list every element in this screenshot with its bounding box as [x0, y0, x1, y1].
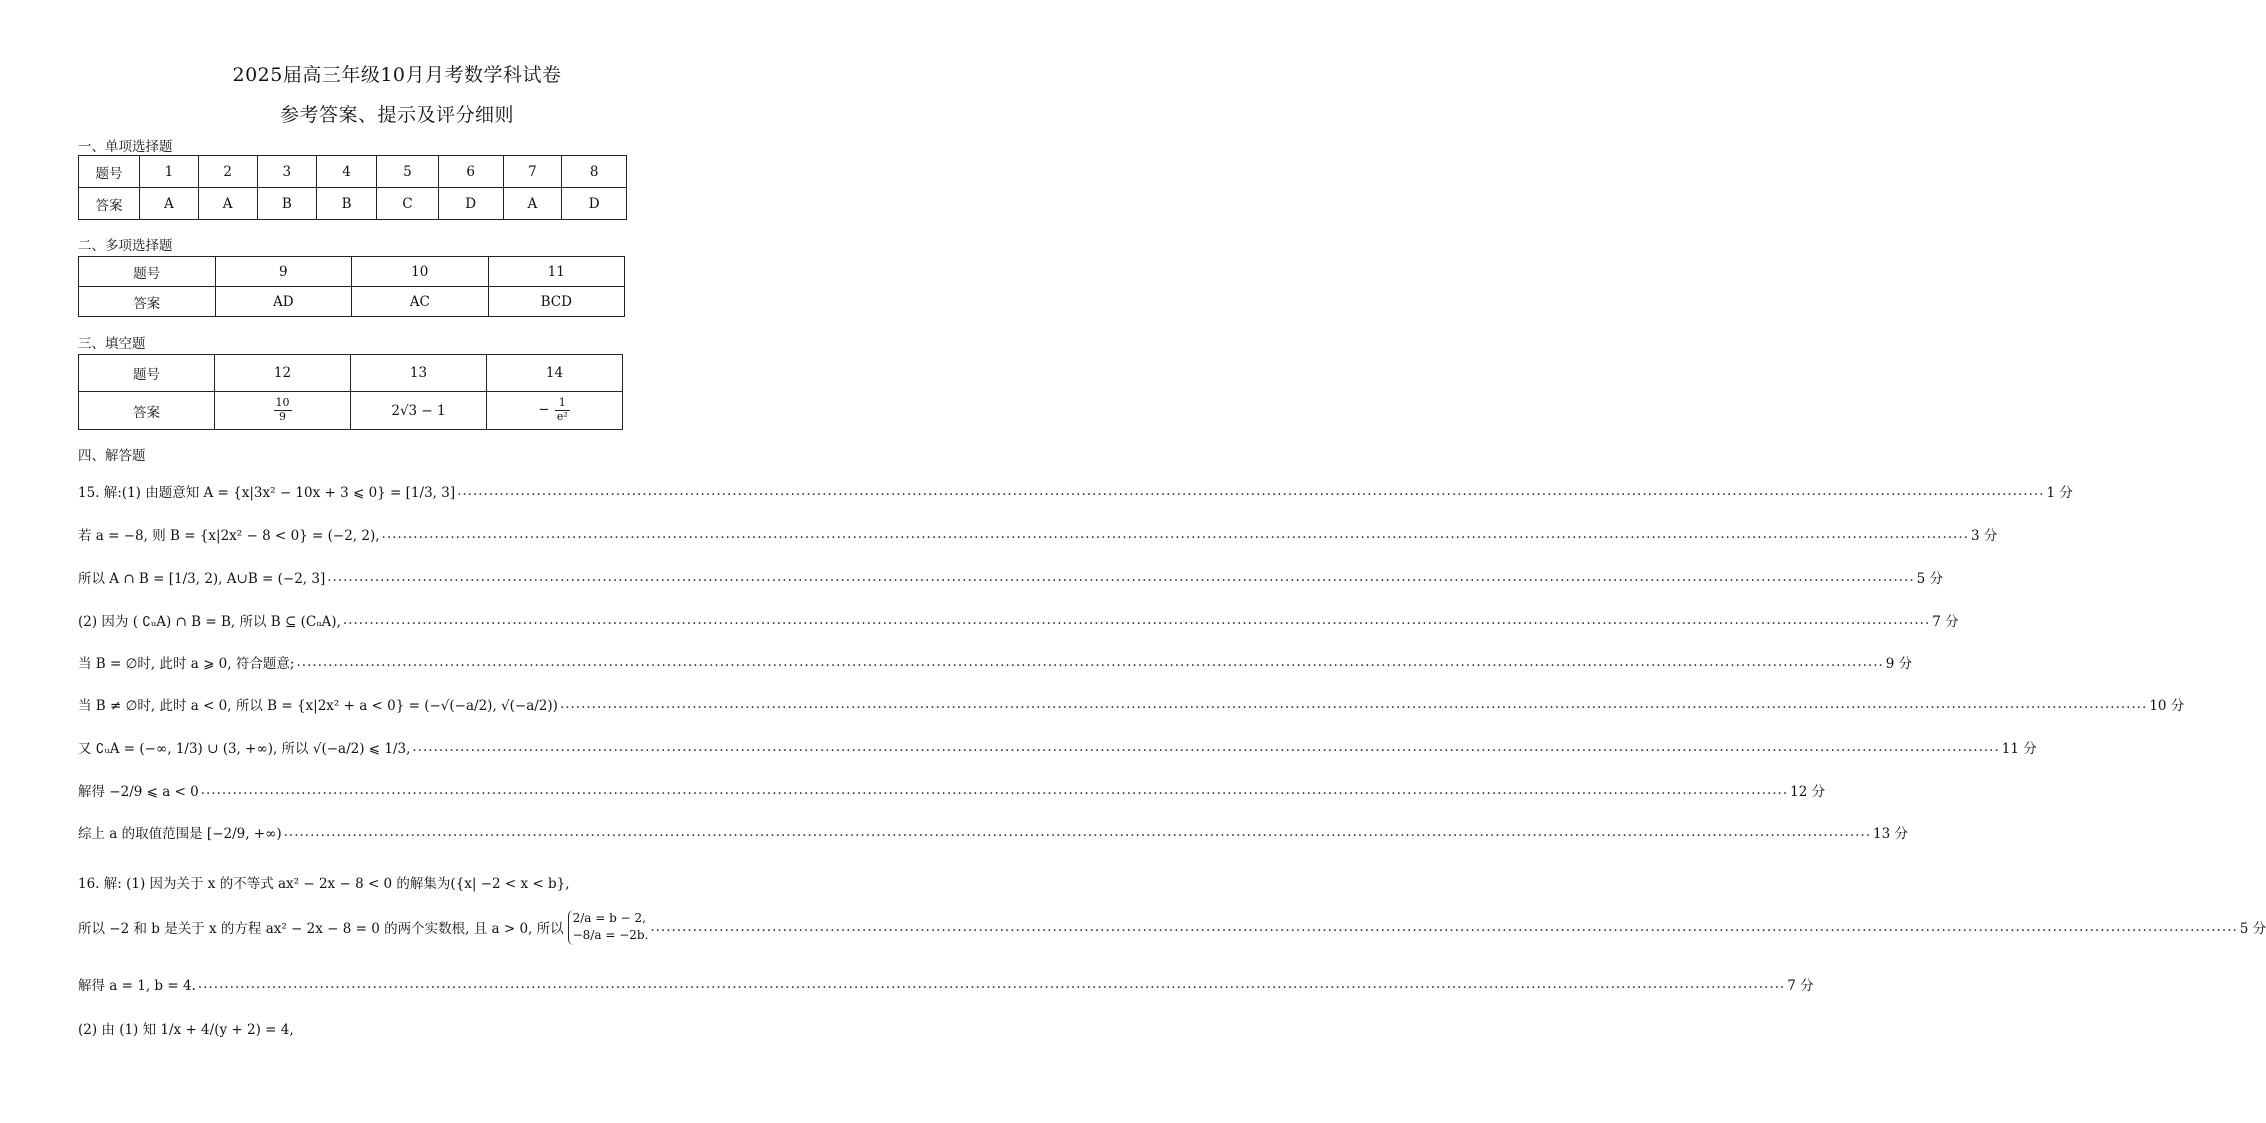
score: 11 分: [2001, 741, 2037, 757]
dot-leader: ............................................................................................................................................................................................................................................................................................................: [200, 782, 1789, 798]
score: 9 分: [1885, 656, 1913, 672]
table-cell: 7: [503, 156, 562, 188]
table-cell: 2√3 − 1: [351, 392, 487, 430]
table-cell: A: [198, 188, 257, 220]
row-label: 答案: [79, 188, 140, 220]
table-cell: B: [257, 188, 317, 220]
table-cell: 8: [562, 156, 627, 188]
solution-line: 所以 −2 和 b 是关于 x 的方程 ax² − 2x − 8 = 0 的两个实数根, 且 a > 0, 所以 2/a = b − 2, −8/a = −2b. ............................................................................................................................................................................................................................................................................................................ 5 分: [78, 910, 704, 945]
dot-leader: ............................................................................................................................................................................................................................................................................................................: [296, 654, 1884, 670]
score: 12 分: [1790, 784, 1826, 800]
dot-leader: ............................................................................................................................................................................................................................................................................................................: [283, 824, 1872, 840]
solution-line: (2) 因为 ( ∁ᵤA) ∩ B = B, 所以 B ⊆ (CᵤA), ............................................................................................................................................................................................................................................................................................................ 7 分: [78, 612, 1959, 630]
dot-leader: ............................................................................................................................................................................................................................................................................................................: [342, 612, 1931, 628]
dot-leader: ............................................................................................................................................................................................................................................................................................................: [457, 483, 2045, 499]
row-label: 题号: [79, 156, 140, 188]
table-cell: 5: [376, 156, 438, 188]
solution-line: 又 ∁ᵤA = (−∞, 1/3) ∪ (3, +∞), 所以 √(−a/2) ⩽ 1/3, ............................................................................................................................................................................................................................................................................................................ 11 分: [78, 739, 2037, 757]
table-cell: 10: [352, 257, 489, 287]
solution-line: 当 B ≠ ∅时, 此时 a < 0, 所以 B = {x|2x² + a < 0} = (−√(−a/2), √(−a/2)) ............................................................................................................................................................................................................................................................................................................ 10 分: [78, 696, 2185, 714]
table-row: [79, 287, 625, 317]
table-cell: AC: [352, 287, 489, 317]
table-cell: [215, 392, 351, 430]
score: 7 分: [1932, 614, 1959, 630]
table-row: [79, 156, 627, 188]
score: 5 分: [1916, 571, 1944, 587]
table-cell: D: [438, 188, 503, 220]
solution-line: 16. 解: (1) 因为关于 x 的不等式 ax² − 2x − 8 < 0 的解集为({x| −2 < x < b},: [78, 876, 570, 892]
table-cell: C: [376, 188, 438, 220]
solution-line: 15. 解:(1) 由题意知 A = {x|3x² − 10x + 3 ⩽ 0} = [1/3, 3] ............................................................................................................................................................................................................................................................................................................ 1 分: [78, 483, 2073, 501]
table-cell: 14: [487, 355, 623, 392]
table-cell: A: [140, 188, 199, 220]
table-cell: − $\frac{1}{\text{e²}}$: [487, 392, 623, 430]
table-row: [79, 188, 627, 220]
table-cell: 2: [198, 156, 257, 188]
dot-leader: ............................................................................................................................................................................................................................................................................................................: [197, 976, 1786, 992]
table-row: [79, 392, 623, 430]
fraction: $\frac{10}{9}$: [275, 396, 290, 423]
solution-line: (2) 由 (1) 知 1/x + 4/(y + 2) = 4,: [78, 1022, 294, 1038]
table-cell: A: [503, 188, 562, 220]
single-choice-table: [78, 155, 627, 220]
solution-line: 综上 a 的取值范围是 [−2/9, +∞) ............................................................................................................................................................................................................................................................................................................ 13 分: [78, 824, 1909, 842]
table-row: [79, 355, 623, 392]
table-cell: 13: [351, 355, 487, 392]
solution-line: 当 B = ∅时, 此时 a ⩾ 0, 符合题意; ............................................................................................................................................................................................................................................................................................................ 9 分: [78, 654, 1913, 672]
section-heading-solutions: 四、解答题: [78, 448, 146, 464]
table-row: [79, 257, 625, 287]
multi-choice-table: [78, 256, 625, 317]
score: 7 分: [1787, 978, 1814, 994]
row-label: 题号: [79, 355, 215, 392]
score: 5 分: [2239, 921, 2266, 938]
dot-leader: ............................................................................................................................................................................................................................................................................................................: [327, 569, 1915, 585]
section-heading-single-choice: 一、单项选择题: [78, 139, 173, 155]
fraction: $\frac{1}{\text{e²}}$: [556, 396, 568, 423]
section-heading-multi-choice: 二、多项选择题: [78, 238, 173, 254]
table-cell: D: [562, 188, 627, 220]
solution-line: 解得 −2/9 ⩽ a < 0 ............................................................................................................................................................................................................................................................................................................ 12 分: [78, 782, 1826, 800]
score: 3 分: [1970, 528, 1998, 544]
table-cell: BCD: [488, 287, 625, 317]
table-cell: 11: [488, 257, 625, 287]
table-cell: 9: [215, 257, 352, 287]
dot-leader: ............................................................................................................................................................................................................................................................................................................: [650, 919, 2238, 936]
row-label: 题号: [79, 257, 216, 287]
score: 1 分: [2046, 485, 2073, 501]
table-cell: 3: [257, 156, 317, 188]
solution-line: 若 a = −8, 则 B = {x|2x² − 8 < 0} = (−2, 2), ............................................................................................................................................................................................................................................................................................................ 3 分: [78, 526, 1998, 544]
dot-leader: ............................................................................................................................................................................................................................................................................................................: [559, 696, 2148, 712]
page-title: 2025届高三年级10月月考数学科试卷: [232, 64, 562, 86]
solution-line: 解得 a = 1, b = 4. ............................................................................................................................................................................................................................................................................................................ 7 分: [78, 976, 1814, 994]
table-cell: 1: [140, 156, 199, 188]
page-subtitle: 参考答案、提示及评分细则: [279, 104, 514, 126]
equation-system: 2/a = b − 2, −8/a = −2b.: [568, 910, 649, 945]
row-label: 答案: [79, 287, 216, 317]
fill-in-table: [78, 354, 623, 430]
table-cell: 6: [438, 156, 503, 188]
table-cell: B: [317, 188, 377, 220]
solution-line: 所以 A ∩ B = [1/3, 2), A∪B = (−2, 3] ............................................................................................................................................................................................................................................................................................................ 5 分: [78, 569, 1944, 587]
dot-leader: ............................................................................................................................................................................................................................................................................................................: [412, 739, 2000, 755]
table-cell: 4: [317, 156, 377, 188]
dot-leader: ............................................................................................................................................................................................................................................................................................................: [381, 526, 1969, 542]
section-heading-fill-in: 三、填空题: [78, 336, 146, 352]
score: 13 分: [1873, 826, 1909, 842]
table-cell: 12: [215, 355, 351, 392]
row-label: 答案: [79, 392, 215, 430]
score: 10 分: [2149, 698, 2185, 714]
table-cell: AD: [215, 287, 352, 317]
